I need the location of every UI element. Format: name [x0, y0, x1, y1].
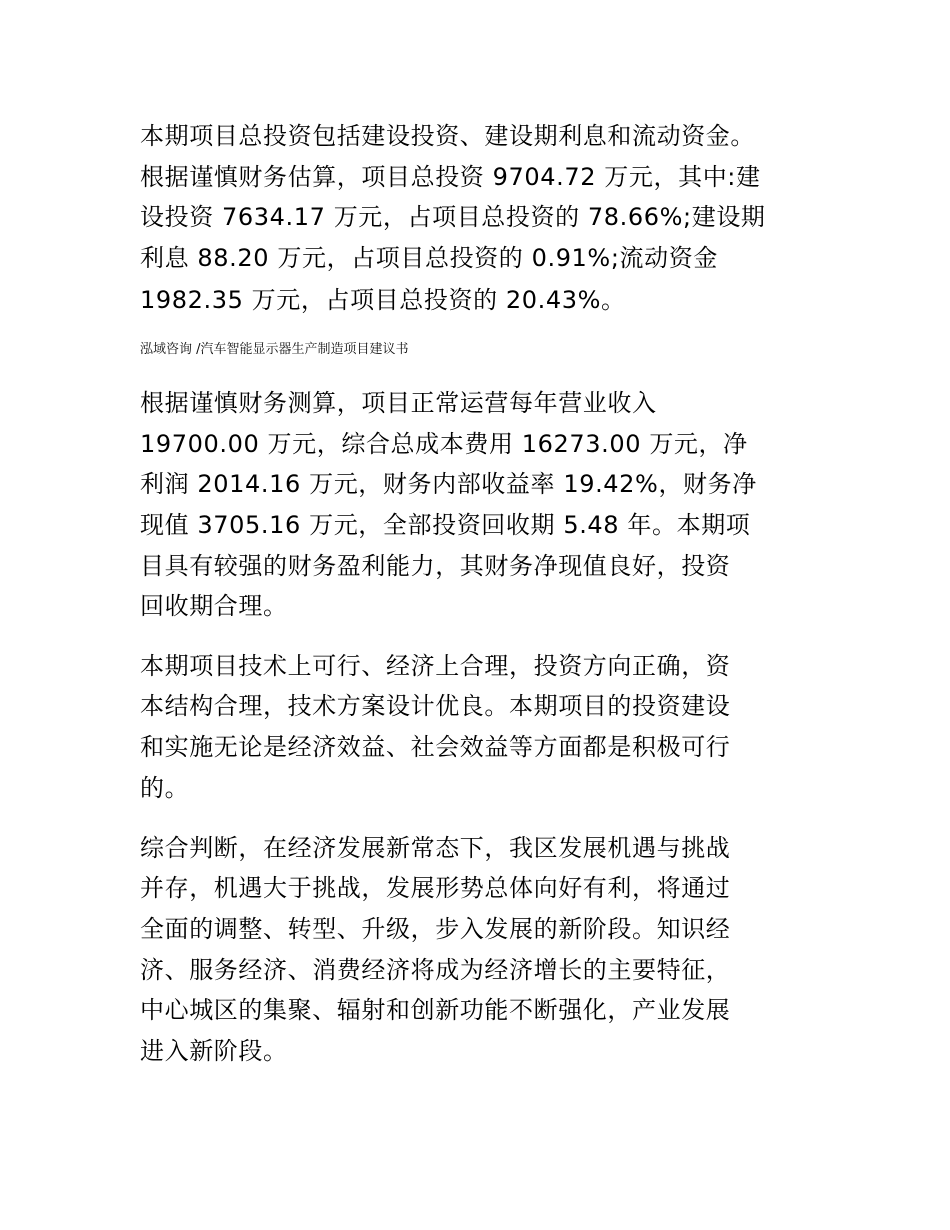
text-line: 根据谨慎财务估算，项目总投资 9704.72 万元，其中:建 — [140, 163, 761, 191]
text-line: 中心城区的集聚、辐射和创新功能不断强化，产业发展 — [140, 996, 731, 1024]
text-line: 和实施无论是经济效益、社会效益等方面都是积极可行 — [140, 733, 731, 761]
text-line: 本结构合理，技术方案设计优良。本期项目的投资建设 — [140, 692, 731, 720]
text-line: 全面的调整、转型、升级，步入发展的新阶段。知识经 — [140, 915, 731, 943]
text-line: 并存，机遇大于挑战，发展形势总体向好有利，将通过 — [140, 874, 731, 902]
text-line: 的。 — [140, 774, 190, 802]
text-line: 济、服务经济、消费经济将成为经济增长的主要特征， — [140, 956, 731, 984]
text-line: 19700.00 万元，综合总成本费用 16273.00 万元，净 — [140, 430, 748, 458]
text-line: 根据谨慎财务测算，项目正常运营每年营业收入 — [140, 389, 657, 417]
text-line: 利润 2014.16 万元，财务内部收益率 19.42%，财务净 — [140, 470, 757, 498]
text-line: 本期项目总投资包括建设投资、建设期利息和流动资金。 — [140, 122, 755, 150]
text-line: 1982.35 万元，占项目总投资的 20.43%。 — [140, 286, 626, 314]
text-line: 本期项目技术上可行、经济上合理，投资方向正确，资 — [140, 652, 731, 680]
text-line: 进入新阶段。 — [140, 1037, 288, 1065]
text-line: 回收期合理。 — [140, 592, 288, 620]
text-line: 利息 88.20 万元，占项目总投资的 0.91%;流动资金 — [140, 244, 718, 272]
text-line: 现值 3705.16 万元，全部投资回收期 5.48 年。本期项 — [140, 511, 751, 539]
text-line: 目具有较强的财务盈利能力，其财务净现值良好，投资 — [140, 552, 731, 580]
running-header: 泓域咨询 /汽车智能显示器生产制造项目建议书 — [140, 342, 409, 357]
text-line: 综合判断，在经济发展新常态下，我区发展机遇与挑战 — [140, 834, 731, 862]
text-line: 设投资 7634.17 万元，占项目总投资的 78.66%;建设期 — [140, 203, 766, 231]
